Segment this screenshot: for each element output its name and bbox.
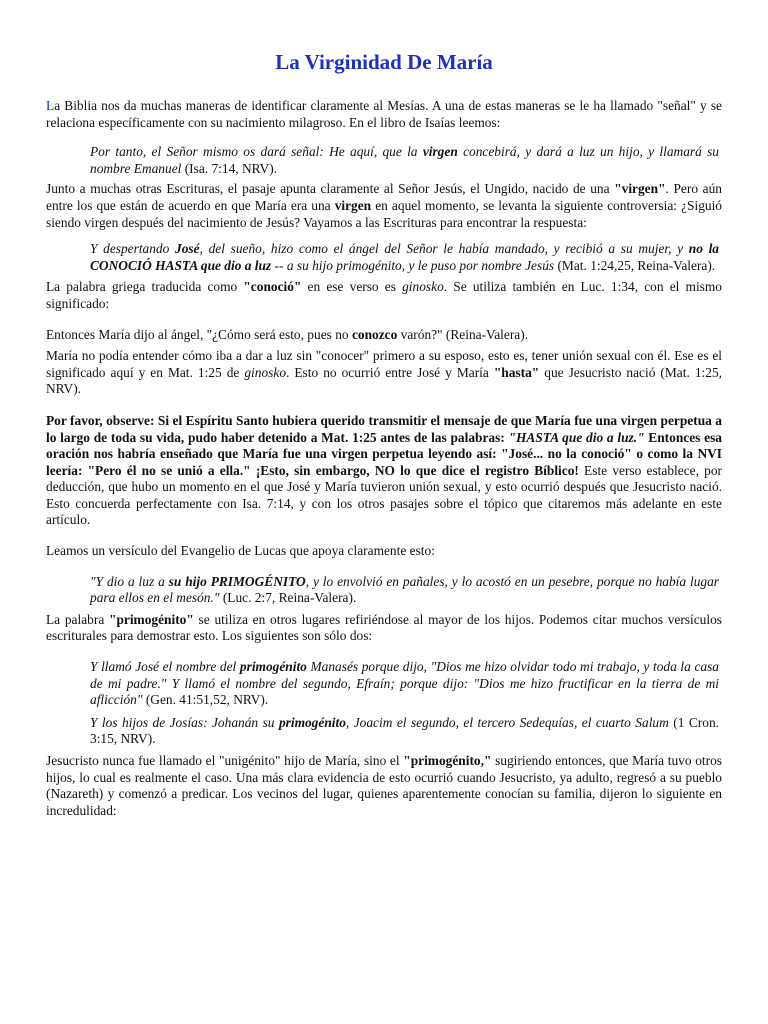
body-paragraph <box>46 543 722 560</box>
text-run: (1 Cron. 3:15, NRV). <box>90 714 719 747</box>
text-run: (Mat. 1:24,25, Reina-Valera). <box>554 257 716 273</box>
body-paragraph <box>46 279 722 312</box>
body-paragraph <box>46 612 722 645</box>
text-run: . Esto no ocurrió entre José y María <box>286 364 494 380</box>
text-run: sugiriendo entonces, que María tuvo otros hijos, lo cual es realmente el caso. Una más clara evidencia de esto ocurrió cuando Jesucristo, ya adulto, regresó a su pueblo (Nazareth) y comenzó a predicar. Los vecinos del lugar, quienes aparentemente conocían su familia, dijeron lo siguiente en incredulidad: <box>46 753 722 818</box>
text-run: "primogénito" <box>109 611 194 627</box>
text-run: La palabra griega traducida como <box>46 279 244 295</box>
scripture-quote <box>46 144 722 177</box>
text-run: Este verso establece, por deducción, que hubo un momento en el que José y María tuvieron unión sexual, y esto ocurrió después que Jesucristo nació. Esto concuerda perfectamente con Isa. 7:14, y con los otros pasajes sobre el tópico que citaremos más adelante en este artículo. <box>46 462 722 528</box>
article-body <box>46 98 722 819</box>
text-run: María no podía entender cómo iba a dar a luz sin "conocer" primero a su esposo, esto es, tener unión sexual con él. Ese es el significado aquí y en Mat. 1:25 de <box>46 348 722 380</box>
text-run: no la CONOCIÓ HASTA que dio a luz <box>90 241 720 273</box>
text-run: primogénito <box>239 659 307 675</box>
text-run: concebirá, y dará a luz un hijo, y llamará su nombre Emanuel <box>90 144 719 176</box>
text-run: Por tanto, el Señor mismo os dará señal: He aquí, que la <box>90 144 423 160</box>
page-title: La Virginidad De María <box>275 50 493 74</box>
text-run: . Se utiliza también en Luc. 1:34, con el mismo significado: <box>46 279 722 311</box>
text-run: primogénito <box>278 714 346 730</box>
text-run: Entonces esa oración nos habría enseñado que María fue una virgen perpetua leyendo así: "José... no la conoció" o como la NVI leería: "Pero él no se unió a ella." ¡Esto, sin embargo, NO lo que dice el registro Bíblico! <box>46 429 722 478</box>
body-paragraph <box>46 181 722 231</box>
text-run: virgen <box>334 197 372 213</box>
body-paragraph <box>46 413 722 529</box>
text-run: , Joacim el segundo, el tercero Sedequías, el cuarto Salum <box>345 714 669 730</box>
text-run: que Jesucristo nació (Mat. 1:25, NRV). <box>46 364 722 397</box>
scripture-quote <box>46 715 722 748</box>
text-run: Junto a muchas otras Escrituras, el pasaje apunta claramente al Señor Jesús, el Ungido, nacido de una <box>46 181 615 197</box>
scripture-quote <box>46 241 722 274</box>
text-run: "virgen" <box>614 181 666 197</box>
scripture-quote <box>46 574 722 607</box>
text-run: -- a su hijo primogénito, y le puso por nombre Jesús <box>271 257 555 273</box>
text-run: Jesucristo nunca fue llamado el "unigénito" hijo de María, sino el <box>46 753 404 768</box>
text-run: a Biblia nos da muchas maneras de identificar claramente al Mesías. A una de estas maneras se le ha llamado "señal" y se relaciona específicamente con su nacimiento milagroso. En el libro de Isaías leemos: <box>46 98 722 130</box>
body-paragraph <box>46 348 722 398</box>
text-run: varón?" (Reina-Valera). <box>397 326 529 342</box>
text-run: Por favor, observe: Si el Espíritu Santo hubiera querido transmitir el mensaje de que María fue una virgen perpetua a lo largo de toda su vida, pudo haber detenido a Mat. 1:25 antes de las palabras: <box>46 412 722 445</box>
text-run: su hijo PRIMOGÉNITO <box>168 573 306 589</box>
text-run: "hasta" <box>493 364 540 380</box>
drop-cap: L <box>46 98 55 113</box>
text-run: ginosko <box>402 279 444 295</box>
text-run: . Pero aún entre los que están de acuerdo en que María era una <box>46 181 722 213</box>
text-run: , del sueño, hizo como el ángel del Señor le había mandado, y recibió a su mujer, y <box>199 241 689 257</box>
text-run: virgen <box>422 144 458 160</box>
text-run: Leamos un versículo del Evangelio de Lucas que apoya claramente esto: <box>46 543 435 559</box>
text-run: Manasés porque dijo, "Dios me hizo olvidar todo mi trabajo, y toda la casa de mi padre." Y llamó el nombre del segundo, Efraín; porque dijo: "Dios me hizo fructificar en la tierra de mi aflicción" <box>90 659 719 708</box>
scripture-quote <box>46 659 722 709</box>
body-paragraph <box>46 753 722 819</box>
text-run: , y lo envolvió en pañales, y lo acostó en un pesebre, porque no había lugar para ellos en el mesón." <box>90 573 719 606</box>
body-paragraph <box>46 327 722 344</box>
text-run: conozco <box>351 326 398 342</box>
text-run: en ese verso es <box>301 279 403 295</box>
text-run: "HASTA que dio a luz." <box>508 429 645 445</box>
text-run: "conoció" <box>243 279 302 295</box>
text-run: "Y dio a luz a <box>90 573 169 589</box>
text-run: (Isa. 7:14, NRV). <box>181 160 277 176</box>
text-run: Entonces María dijo al ángel, "¿Cómo será esto, pues no <box>46 326 352 342</box>
text-run: ginosko <box>244 364 287 380</box>
text-run: "primogénito," <box>403 753 492 768</box>
body-paragraph <box>46 98 722 131</box>
text-run: La palabra <box>46 611 110 627</box>
text-run: en aquel momento, se levanta la siguiente controversia: ¿Siguió siendo virgen después del nacimiento de Jesús? Vayamos a las Escrituras para encontrar la respuesta: <box>46 197 723 230</box>
text-run: (Luc. 2:7, Reina-Valera). <box>219 590 357 606</box>
text-run: se utiliza en otros lugares refiriéndose al mayor de los hijos. Podemos citar muchos versículos escriturales para demostrar esto. Los siguientes son sólo dos: <box>46 611 722 644</box>
text-run: Y los hijos de Josías: Johanán su <box>90 714 279 730</box>
text-run: Y despertando <box>90 241 176 257</box>
text-run: José <box>175 241 200 257</box>
text-run: (Gen. 41:51,52, NRV). <box>142 692 269 708</box>
text-run: Y llamó José el nombre del <box>90 659 240 675</box>
